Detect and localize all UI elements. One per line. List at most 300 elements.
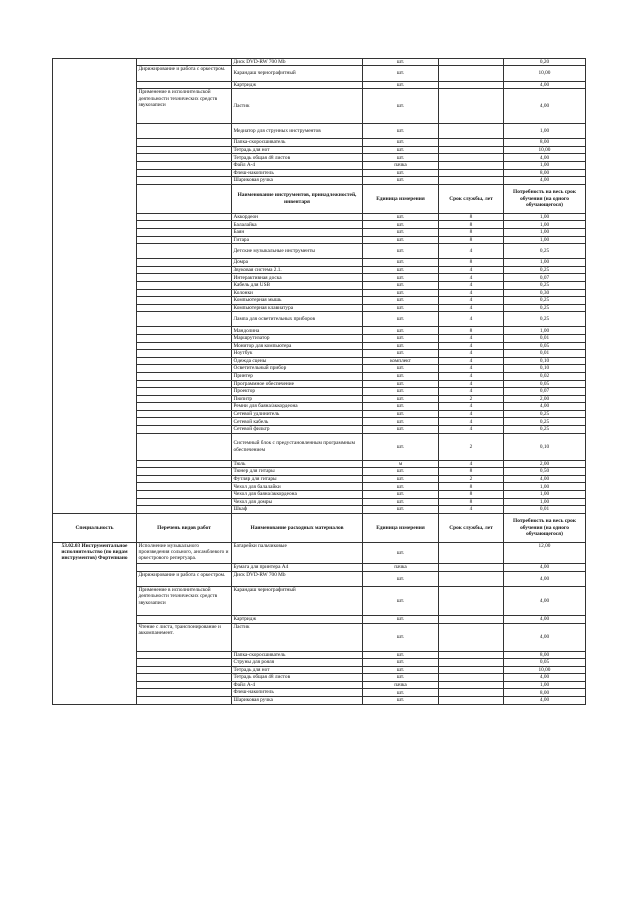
need-cell: 8,00 <box>504 169 586 177</box>
unit-cell: шт. <box>363 506 439 514</box>
item-cell: Флеш-накопитель <box>232 689 363 697</box>
header-unit: Единица измерения <box>363 513 439 542</box>
need-cell: 1,00 <box>504 162 586 170</box>
unit-cell: комплект <box>363 357 439 365</box>
unit-cell: шт. <box>363 674 439 682</box>
life-cell: 4 <box>439 418 504 426</box>
unit-cell: шт. <box>363 491 439 499</box>
item-cell: Компьютерная клавиатура <box>232 304 363 312</box>
life-cell: 8 <box>439 259 504 267</box>
need-cell: 1,00 <box>504 681 586 689</box>
unit-cell: шт. <box>363 350 439 358</box>
unit-cell: шт. <box>363 169 439 177</box>
item-cell: Тюль <box>232 460 363 468</box>
need-cell: 0,50 <box>504 468 586 476</box>
item-cell: Медиатор для струнных инструментов <box>232 123 363 138</box>
work-type-cell <box>137 244 232 259</box>
item-cell: Кабель для USB <box>232 281 363 289</box>
need-cell: 8,00 <box>504 651 586 659</box>
life-cell: 8 <box>439 213 504 221</box>
item-cell: Баян <box>232 229 363 237</box>
item-cell: Одежда сцены <box>232 357 363 365</box>
work-type-cell <box>137 433 232 460</box>
life-cell <box>439 89 504 124</box>
unit-cell: шт. <box>363 380 439 388</box>
life-cell: 8 <box>439 229 504 237</box>
unit-cell: пачка <box>363 564 439 572</box>
work-type-cell <box>137 146 232 154</box>
item-cell: Картридж <box>232 615 363 623</box>
item-cell: Ремни для баяна/аккордеона <box>232 403 363 411</box>
work-type-cell: Применение в исполнительской деятельности технических средств звукозаписи <box>137 586 232 615</box>
item-cell: Интерактивная доска <box>232 274 363 282</box>
work-type-cell <box>137 395 232 403</box>
need-cell: 2,00 <box>504 395 586 403</box>
item-cell: Тюнер для гитары <box>232 468 363 476</box>
unit-cell: шт. <box>363 468 439 476</box>
life-cell <box>439 169 504 177</box>
item-cell: Аккордеон <box>232 213 363 221</box>
need-cell: 1,00 <box>504 213 586 221</box>
unit-cell: шт. <box>363 388 439 396</box>
work-type-cell <box>137 372 232 380</box>
unit-cell: шт. <box>363 213 439 221</box>
life-cell <box>439 177 504 185</box>
need-cell: 0,01 <box>504 350 586 358</box>
item-cell: Ноутбук <box>232 350 363 358</box>
work-type-cell <box>137 327 232 335</box>
unit-cell: шт. <box>363 342 439 350</box>
life-cell <box>439 666 504 674</box>
life-cell <box>439 66 504 81</box>
work-type-cell <box>137 697 232 705</box>
need-cell: 1,00 <box>504 221 586 229</box>
work-type-cell: Исполнение музыкального произведения сольного, ансамблевого и оркестрового репертуара. <box>137 542 232 564</box>
need-cell: 0,05 <box>504 380 586 388</box>
item-cell: Карандаш чернографитный <box>232 586 363 615</box>
work-type-cell <box>137 266 232 274</box>
unit-cell: шт. <box>363 498 439 506</box>
item-cell: Чехол для балалайки <box>232 483 363 491</box>
need-cell: 4,00 <box>504 81 586 89</box>
work-type-cell <box>137 297 232 305</box>
work-type-cell <box>137 357 232 365</box>
work-type-cell <box>137 229 232 237</box>
unit-cell: шт. <box>363 289 439 297</box>
table-row <box>53 59 586 66</box>
work-type-cell <box>137 659 232 667</box>
work-type-cell <box>137 289 232 297</box>
need-cell: 4,00 <box>504 586 586 615</box>
item-cell: Батарейки пальчиковые <box>232 542 363 564</box>
unit-cell: шт. <box>363 623 439 651</box>
work-type-cell <box>137 564 232 572</box>
unit-cell: шт. <box>363 259 439 267</box>
item-cell: Диск DVD-RW 700 Mb <box>232 571 363 586</box>
unit-cell: шт. <box>363 586 439 615</box>
item-cell: Пюпитр <box>232 395 363 403</box>
work-type-cell: Дирижирование и работа с оркестром. <box>137 66 232 81</box>
life-cell: 4 <box>439 266 504 274</box>
need-cell: 0,25 <box>504 410 586 418</box>
unit-cell: шт. <box>363 659 439 667</box>
life-cell: 4 <box>439 304 504 312</box>
need-cell: 4,00 <box>504 623 586 651</box>
life-cell <box>439 697 504 705</box>
life-cell <box>439 651 504 659</box>
unit-cell: шт. <box>363 66 439 81</box>
life-cell <box>439 154 504 162</box>
work-type-cell <box>137 350 232 358</box>
need-cell: 0,25 <box>504 312 586 327</box>
life-cell: 4 <box>439 281 504 289</box>
need-cell: 10,00 <box>504 146 586 154</box>
unit-cell: шт. <box>363 403 439 411</box>
unit-cell: шт. <box>363 154 439 162</box>
unit-cell: шт. <box>363 281 439 289</box>
unit-cell: пачка <box>363 162 439 170</box>
item-cell: Тетрадь общая 48 листов <box>232 674 363 682</box>
unit-cell: шт. <box>363 236 439 244</box>
work-type-cell: Дирижирование и работа с оркестром. <box>137 571 232 586</box>
item-cell: Тетрадь для нот <box>232 666 363 674</box>
work-type-cell <box>137 388 232 396</box>
need-cell: 0,25 <box>504 266 586 274</box>
specialty-cell-continued <box>53 59 137 514</box>
need-cell: 0,05 <box>504 659 586 667</box>
need-cell: 0,05 <box>504 342 586 350</box>
need-cell: 4,00 <box>504 697 586 705</box>
item-cell: Шариковая ручка <box>232 177 363 185</box>
work-type-cell <box>137 410 232 418</box>
unit-cell: шт. <box>363 542 439 564</box>
unit-cell: шт. <box>363 221 439 229</box>
life-cell: 4 <box>439 274 504 282</box>
work-type-cell <box>137 236 232 244</box>
work-type-cell <box>137 221 232 229</box>
work-type-cell <box>137 468 232 476</box>
work-type-cell <box>137 304 232 312</box>
need-cell: 4,00 <box>504 89 586 124</box>
life-cell: 4 <box>439 506 504 514</box>
item-cell: Папка-скоросшиватель <box>232 139 363 147</box>
header-need: Потребность на весь срок обучения (на одного обучающегося) <box>504 513 586 542</box>
need-cell: 1,00 <box>504 498 586 506</box>
unit-cell: шт. <box>363 59 439 66</box>
life-cell: 4 <box>439 388 504 396</box>
work-type-cell <box>137 506 232 514</box>
work-type-cell <box>137 162 232 170</box>
need-cell: 8,00 <box>504 139 586 147</box>
item-cell: Проектор <box>232 388 363 396</box>
need-cell: 0,07 <box>504 388 586 396</box>
life-cell: 4 <box>439 365 504 373</box>
unit-cell: шт. <box>363 123 439 138</box>
life-cell: 4 <box>439 426 504 434</box>
need-cell: 4,00 <box>504 564 586 572</box>
item-cell: Тетрадь общая 48 листов <box>232 154 363 162</box>
need-cell: 0,10 <box>504 357 586 365</box>
life-cell <box>439 674 504 682</box>
item-cell: Струны для рояля <box>232 659 363 667</box>
need-cell: 1,00 <box>504 236 586 244</box>
life-cell: 8 <box>439 498 504 506</box>
work-type-cell <box>137 213 232 221</box>
life-cell: 4 <box>439 357 504 365</box>
need-cell: 0,20 <box>504 59 586 66</box>
unit-cell: шт. <box>363 426 439 434</box>
unit-cell: шт. <box>363 334 439 342</box>
need-cell: 4,00 <box>504 571 586 586</box>
work-type-cell <box>137 475 232 483</box>
unit-cell: шт. <box>363 372 439 380</box>
need-cell: 0,30 <box>504 289 586 297</box>
life-cell: 8 <box>439 468 504 476</box>
unit-cell: шт. <box>363 418 439 426</box>
item-cell: Программное обеспечение <box>232 380 363 388</box>
work-type-cell <box>137 666 232 674</box>
need-cell: 0,25 <box>504 297 586 305</box>
work-type-cell <box>137 491 232 499</box>
need-cell: 4,00 <box>504 475 586 483</box>
unit-cell: шт. <box>363 483 439 491</box>
item-cell: Чехол для баяна/аккордеона <box>232 491 363 499</box>
unit-cell: шт. <box>363 365 439 373</box>
need-cell: 1,00 <box>504 229 586 237</box>
item-cell: Колонки <box>232 289 363 297</box>
item-cell: Диск DVD-RW 700 Mb <box>232 59 363 66</box>
unit-cell: шт. <box>363 297 439 305</box>
unit-cell: шт. <box>363 410 439 418</box>
header-life: Срок службы, лет <box>439 513 504 542</box>
unit-cell: шт. <box>363 433 439 460</box>
header-item: Наименование расходных материалов <box>232 513 363 542</box>
life-cell: 4 <box>439 410 504 418</box>
work-type-cell <box>137 674 232 682</box>
need-cell: 0,25 <box>504 244 586 259</box>
need-cell: 12,00 <box>504 542 586 564</box>
work-type-cell <box>137 365 232 373</box>
life-cell: 2 <box>439 395 504 403</box>
work-type-cell <box>137 460 232 468</box>
life-cell: 4 <box>439 244 504 259</box>
life-cell <box>439 542 504 564</box>
life-cell: 4 <box>439 403 504 411</box>
life-cell <box>439 564 504 572</box>
need-cell: 8,00 <box>504 689 586 697</box>
unit-cell: шт. <box>363 615 439 623</box>
item-cell: Осветительный прибор <box>232 365 363 373</box>
unit-cell: пачка <box>363 681 439 689</box>
work-type-cell <box>137 59 232 66</box>
equipment-need-header: Потребность на весь срок обучения (на одного обучающегося) <box>504 184 586 213</box>
life-cell: 4 <box>439 460 504 468</box>
unit-cell: шт. <box>363 327 439 335</box>
need-cell: 4,00 <box>504 403 586 411</box>
need-cell: 0,25 <box>504 281 586 289</box>
life-cell <box>439 681 504 689</box>
specialty-cell: 53.02.03 Инструментальное исполнительство (по видам инструментов) Фортепиано <box>53 542 137 704</box>
need-cell: 0,25 <box>504 304 586 312</box>
item-cell: Картридж <box>232 81 363 89</box>
work-type-cell <box>137 651 232 659</box>
header-specialty: Специальность <box>53 513 137 542</box>
unit-cell: шт. <box>363 312 439 327</box>
need-cell: 0,25 <box>504 426 586 434</box>
materials-table <box>52 58 586 705</box>
life-cell: 8 <box>439 221 504 229</box>
work-type-cell <box>137 483 232 491</box>
life-cell <box>439 139 504 147</box>
equipment-item-header: Наименование инструментов, принадлежностей, инвентаря <box>232 184 363 213</box>
item-cell: Ластик <box>232 623 363 651</box>
unit-cell: шт. <box>363 475 439 483</box>
work-type-cell <box>137 615 232 623</box>
item-cell: Сетевой фильтр <box>232 426 363 434</box>
life-cell <box>439 689 504 697</box>
work-type-cell <box>137 139 232 147</box>
life-cell <box>439 81 504 89</box>
item-cell: Чехол для домры <box>232 498 363 506</box>
work-type-cell <box>137 177 232 185</box>
item-cell: Гитара <box>232 236 363 244</box>
need-cell: 0,10 <box>504 433 586 460</box>
need-cell: 1,00 <box>504 483 586 491</box>
life-cell: 4 <box>439 312 504 327</box>
life-cell: 4 <box>439 289 504 297</box>
work-type-cell <box>137 154 232 162</box>
unit-cell: шт. <box>363 89 439 124</box>
header-works: Перечень видов работ <box>137 513 232 542</box>
need-cell: 1,00 <box>504 259 586 267</box>
item-cell: Ластик <box>232 89 363 124</box>
equipment-unit-header: Единица измерения <box>363 184 439 213</box>
unit-cell: шт. <box>363 244 439 259</box>
item-cell: Бумага для принтера А4 <box>232 564 363 572</box>
item-cell: Сетевой удлинитель <box>232 410 363 418</box>
need-cell: 1,00 <box>504 123 586 138</box>
need-cell: 0,01 <box>504 506 586 514</box>
life-cell: 4 <box>439 372 504 380</box>
item-cell: Принтер <box>232 372 363 380</box>
unit-cell: шт. <box>363 689 439 697</box>
unit-cell: шт. <box>363 139 439 147</box>
item-cell: Звуковая система 2.1. <box>232 266 363 274</box>
unit-cell: шт. <box>363 571 439 586</box>
unit-cell: шт. <box>363 697 439 705</box>
work-type-cell <box>137 498 232 506</box>
unit-cell: шт. <box>363 274 439 282</box>
need-cell: 4,00 <box>504 154 586 162</box>
item-cell: Монитор для компьютера <box>232 342 363 350</box>
item-cell: Домра <box>232 259 363 267</box>
unit-cell: шт. <box>363 229 439 237</box>
work-type-cell: Чтение с листа, транспонирование и аккомпанемент. <box>137 623 232 651</box>
item-cell: Футляр для гитары <box>232 475 363 483</box>
item-cell: Лампа для осветительных приборов <box>232 312 363 327</box>
life-cell: 4 <box>439 350 504 358</box>
life-cell <box>439 162 504 170</box>
item-cell: Файл А-4 <box>232 162 363 170</box>
item-cell: Карандаш чернографитный <box>232 66 363 81</box>
main-header-row <box>53 513 586 542</box>
item-cell: Флеш-накопитель <box>232 169 363 177</box>
life-cell: 4 <box>439 297 504 305</box>
life-cell: 2 <box>439 475 504 483</box>
need-cell: 4,00 <box>504 177 586 185</box>
item-cell: Балалайка <box>232 221 363 229</box>
table-row <box>53 542 586 564</box>
need-cell: 0,10 <box>504 365 586 373</box>
life-cell: 4 <box>439 334 504 342</box>
work-type-cell <box>137 403 232 411</box>
unit-cell: шт. <box>363 177 439 185</box>
item-cell: Сетевой кабель <box>232 418 363 426</box>
work-type-cell <box>137 259 232 267</box>
item-cell: Папка-скоросшиватель <box>232 651 363 659</box>
unit-cell: шт. <box>363 266 439 274</box>
unit-cell: шт. <box>363 146 439 154</box>
life-cell <box>439 623 504 651</box>
life-cell <box>439 146 504 154</box>
item-cell: Компьютерная мышь <box>232 297 363 305</box>
life-cell <box>439 659 504 667</box>
life-cell <box>439 123 504 138</box>
unit-cell: м <box>363 460 439 468</box>
need-cell: 0,07 <box>504 274 586 282</box>
document-page <box>52 58 585 705</box>
life-cell: 4 <box>439 380 504 388</box>
item-cell: Мандолина <box>232 327 363 335</box>
work-type-cell <box>137 123 232 138</box>
need-cell: 0,25 <box>504 418 586 426</box>
need-cell: 10,00 <box>504 666 586 674</box>
work-type-cell <box>137 426 232 434</box>
work-type-cell <box>137 342 232 350</box>
work-type-cell <box>137 380 232 388</box>
need-cell: 1,00 <box>504 327 586 335</box>
work-type-cell <box>137 681 232 689</box>
work-type-cell <box>137 184 232 213</box>
need-cell: 4,00 <box>504 615 586 623</box>
work-type-cell <box>137 81 232 89</box>
life-cell: 2 <box>439 433 504 460</box>
need-cell: 0,01 <box>504 334 586 342</box>
work-type-cell: Применение в исполнительской деятельности технических средств звукозаписи <box>137 89 232 124</box>
work-type-cell <box>137 281 232 289</box>
item-cell: Маршрутизатор <box>232 334 363 342</box>
unit-cell: шт. <box>363 651 439 659</box>
life-cell <box>439 586 504 615</box>
life-cell <box>439 615 504 623</box>
work-type-cell <box>137 334 232 342</box>
life-cell: 4 <box>439 342 504 350</box>
unit-cell: шт. <box>363 81 439 89</box>
unit-cell: шт. <box>363 666 439 674</box>
equipment-life-header: Срок службы, лет <box>439 184 504 213</box>
work-type-cell <box>137 274 232 282</box>
life-cell: 8 <box>439 491 504 499</box>
unit-cell: шт. <box>363 304 439 312</box>
life-cell <box>439 571 504 586</box>
unit-cell: шт. <box>363 395 439 403</box>
item-cell: Шкаф <box>232 506 363 514</box>
life-cell <box>439 59 504 66</box>
item-cell: Детские музыкальные инструменты <box>232 244 363 259</box>
item-cell: Тетрадь для нот <box>232 146 363 154</box>
need-cell: 10,00 <box>504 66 586 81</box>
need-cell: 4,00 <box>504 674 586 682</box>
